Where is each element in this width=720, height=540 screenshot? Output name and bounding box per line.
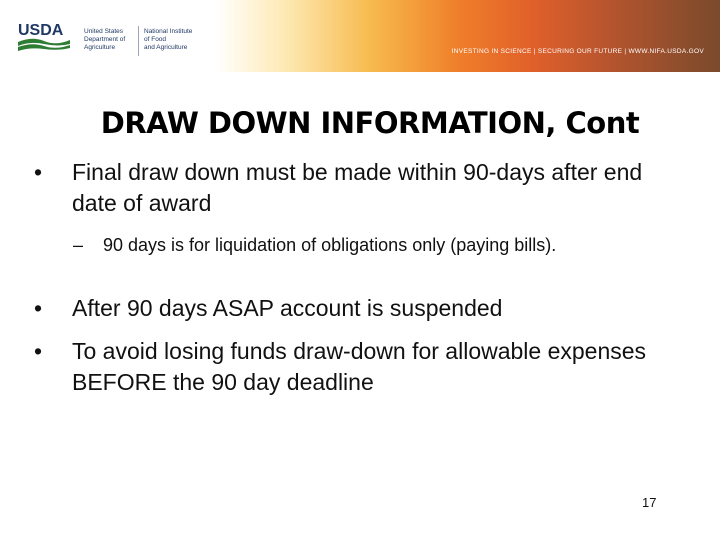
- bullet-text: Final draw down must be made within 90-days after end date of award: [72, 159, 643, 216]
- bullet-glyph: •: [34, 338, 43, 364]
- header-banner: [0, 0, 720, 72]
- agency-divider: [138, 26, 139, 56]
- slide-title: DRAW DOWN INFORMATION, Cont: [100, 106, 640, 140]
- header-tagline: INVESTING IN SCIENCE | SECURING OUR FUTURE | WWW.NIFA.USDA.GOV: [451, 48, 704, 55]
- svg-text:USDA: USDA: [18, 22, 64, 39]
- bullet-item: [34, 293, 672, 324]
- bullet-item: [34, 336, 672, 398]
- bullet-glyph: •: [34, 295, 43, 321]
- sub-bullet-text: 90 days is for liquidation of obligations only (paying bills).: [103, 235, 557, 255]
- agency-name-nifa: National Institute of Food and Agriculture: [144, 28, 193, 51]
- bullet-text: To avoid losing funds draw-down for allowable expenses BEFORE the 90 day deadline: [72, 338, 647, 395]
- bullet-item: [34, 157, 672, 219]
- sub-bullet-item: [73, 232, 663, 258]
- bullet-glyph: •: [34, 159, 43, 185]
- dash-glyph: –: [73, 235, 84, 255]
- bullet-text: After 90 days ASAP account is suspended: [72, 295, 503, 321]
- agency-name-usda: United States Department of Agriculture: [84, 28, 126, 51]
- usda-logo-icon: [18, 20, 70, 52]
- page-number: 17: [642, 495, 657, 510]
